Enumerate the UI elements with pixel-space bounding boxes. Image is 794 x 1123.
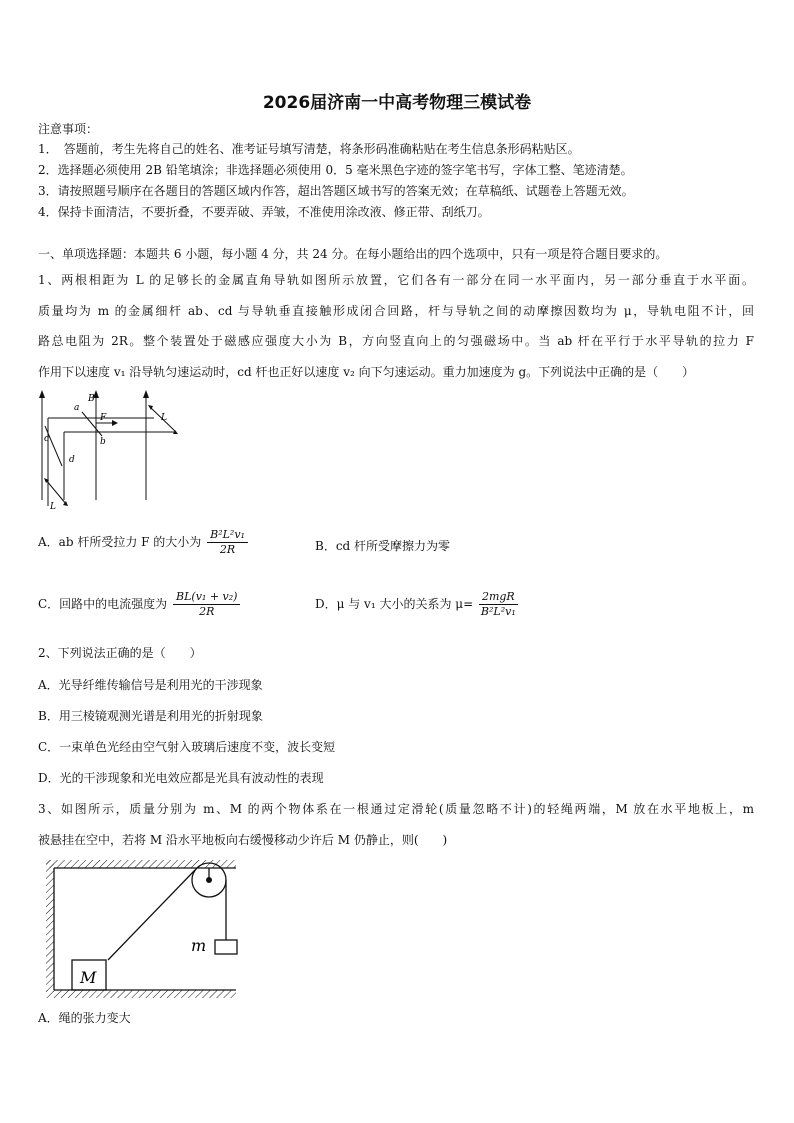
q2-option-a[interactable]: A．光导纤维传输信号是利用光的干涉现象 [38, 678, 263, 692]
q1-option-d-fraction: $\frac{\text{2mgR}}{\text{B²L²v₁}}$ [480, 590, 516, 618]
notice-item-4: 4．保持卡面清洁，不要折叠，不要弄破、弄皱，不准使用涂改液、修正带、刮纸刀。 [38, 205, 490, 219]
q1-option-c-fraction: $\frac{\text{BL(v₁ + v₂)}}{2R}$ [173, 590, 240, 619]
fig1-label-c: c [44, 434, 50, 444]
page-title: 2026届济南一中高考物理三模试卷 [262, 93, 532, 113]
q3-line-2: 被悬挂在空中，若将 M 沿水平地板向右缓慢移动少许后 M 仍静止，则( ) [38, 833, 448, 847]
fig1-label-a: a [74, 403, 80, 413]
notice-heading: 注意事项： [38, 122, 99, 136]
q1-line-3: 路总电阻为 2R。整个装置处于磁感应强度大小为 B，方向竖直向上的匀强磁场中。当 ab 杆在平行于水平导轨的拉力 F [38, 334, 754, 348]
fig3-label-M: M [80, 968, 97, 987]
q1-option-a[interactable]: A．ab 杆所受拉力 F 的大小为 $\frac{\text{B²L²v₁}}{2R}$ [38, 528, 250, 557]
fig1-label-d: d [69, 455, 75, 465]
fig1-label-b: b [100, 437, 106, 447]
q1-line-1: 1、两根相距为 L 的足够长的金属直角导轨如图所示放置，它们各有一部分在同一水平面内，另一部分垂直于水平面。 [38, 273, 754, 287]
q1-option-c[interactable]: C．回路中的电流强度为 $\frac{\text{BL(v₁ + v₂)}}{2R}$ [38, 590, 242, 619]
q2-option-c[interactable]: C．一束单色光经由空气射入玻璃后速度不变，波长变短 [38, 740, 336, 754]
q3-line-1: 3、如图所示，质量分别为 m、M 的两个物体系在一根通过定滑轮(质量忽略不计)的轻绳两端，M 放在水平地板上，m [38, 802, 754, 816]
section-heading: 一、单项选择题：本题共 6 小题，每小题 4 分，共 24 分。在每小题给出的四个选项中，只有一项是符合题目要求的。 [38, 247, 668, 261]
q1-option-b[interactable]: B．cd 杆所受摩擦力为零 [315, 539, 451, 553]
fig1-label-F: F [100, 413, 107, 423]
q1-line-2: 质量均为 m 的金属细杆 ab、cd 与导轨垂直接触形成闭合回路，杆与导轨之间的动摩擦因数均为 μ，导轨电阻不计，回 [38, 304, 754, 318]
q1-line-4: 作用下以速度 v₁ 沿导轨匀速运动时，cd 杆也正好以速度 v₂ 向下匀速运动。重力加速度为 g。下列说法中正确的是（ ） [38, 365, 695, 379]
q1-rail-figure [34, 388, 184, 513]
q3-pulley-figure [40, 856, 240, 1002]
fig1-label-B: B [88, 394, 95, 404]
fig1-label-L-top: L [161, 413, 167, 423]
q2-option-b[interactable]: B．用三棱镜观测光谱是利用光的折射现象 [38, 709, 263, 723]
notice-item-2: 2．选择题必须使用 2B 铅笔填涂；非选择题必须使用 0．5 毫米黑色字迹的签字笔书写，字体工整、笔迹清楚。 [38, 163, 633, 177]
notice-item-1: 1． 答题前，考生先将自己的姓名、准考证号填写清楚，将条形码准确粘贴在考生信息条形码粘贴区。 [38, 142, 580, 156]
notice-item-3: 3．请按照题号顺序在各题目的答题区域内作答，超出答题区域书写的答案无效；在草稿纸、试题卷上答题无效。 [38, 184, 634, 198]
q2-stem: 2、下列说法正确的是（ ） [38, 646, 202, 660]
q3-option-a[interactable]: A．绳的张力变大 [38, 1011, 131, 1025]
fig3-label-m: m [191, 936, 207, 955]
q1-option-d[interactable]: D．μ 与 v₁ 大小的关系为 μ= $\frac{\text{2mgR}}{\text{B²L²v₁}}$ [315, 590, 516, 618]
fig1-label-L-bottom: L [50, 502, 56, 512]
q1-option-a-fraction: $\frac{\text{B²L²v₁}}{2R}$ [207, 528, 248, 557]
q2-option-d[interactable]: D．光的干涉现象和光电效应都是光具有波动性的表现 [38, 771, 324, 785]
